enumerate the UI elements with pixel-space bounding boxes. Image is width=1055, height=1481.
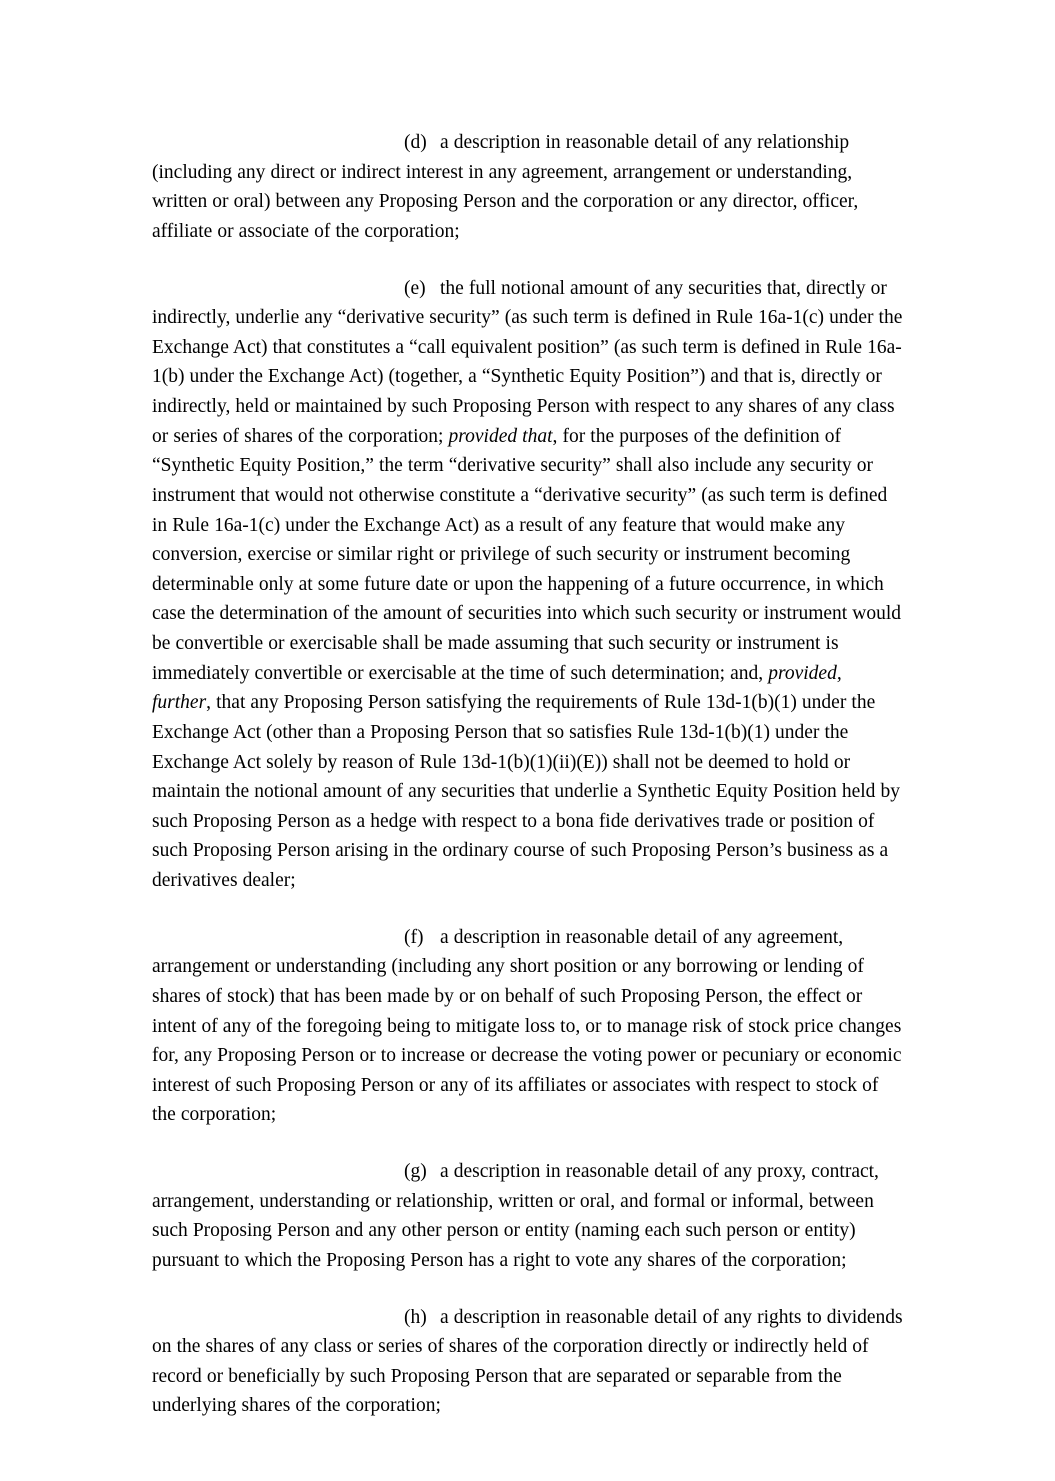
clause-text: a description in reasonable detail of any relationship (including any direct or indirect interest in any agreement, arrangement or understanding, written or oral) between any Proposing Person and the corporation or any director, officer, affiliate or associate of the corporation; xyxy=(152,132,859,242)
clause-text: a description in reasonable detail of any agreement, arrangement or understanding (including any short position or any borrowing or lending of shares of stock) that has been made by or on behalf of such Proposing Person, the effect or intent of any of the foregoing being to mitigate loss to, or to manage risk of stock price changes for, any Proposing Person or to increase or decrease the voting power or pecuniary or economic interest of such Proposing Person or any of its affiliates or associates with respect to stock of the corporation; xyxy=(152,926,902,1126)
clause-text: , for the purposes of the definition of “Synthetic Equity Position,” the term “derivative security” shall also include any security or instrument that would not otherwise constitute a “derivative security” (as such term is defined in Rule 16a-1(c) under the Exchange Act) as a result of any feature that would make any conversion, exercise or similar right or privilege of such security or instrument becoming determinable only at some future date or upon the happening of a future occurrence, in which case the determination of the amount of securities into which such security or instrument would be convertible or exercisable shall be made assuming that such security or instrument is immediately convertible or exercisable at the time of such determination; and, xyxy=(152,425,902,684)
paragraph-clause-g xyxy=(152,1157,905,1276)
paragraph-clause-h xyxy=(152,1303,905,1422)
clause-text-emphasis: provided that xyxy=(448,425,553,447)
clause-text: a description in reasonable detail of any rights to dividends on the shares of any class or series of shares of the corporation directly or indirectly held of record or beneficially by such Proposing Person that are separated or separable from the underlying shares of the corporation; xyxy=(152,1306,903,1417)
clause-text: , that any Proposing Person satisfying the requirements of Rule 13d-1(b)(1) under the Exchange Act (other than a Proposing Person that so satisfies Rule 13d-1(b)(1) under the Exchange Act solely by reason of Rule 13d-1(b)(1)(ii)(E)) shall not be deemed to hold or maintain the notional amount of any securities that underlie a Synthetic Equity Position held by such Proposing Person as a hedge with respect to a bona fide derivatives trade or position of such Proposing Person arising in the ordinary course of such Proposing Person’s business as a derivatives dealer; xyxy=(152,692,900,891)
paragraph-clause-d xyxy=(152,128,905,247)
clause-marker: (h) xyxy=(404,1306,427,1328)
clause-marker: (g) xyxy=(404,1161,427,1182)
clause-marker: (f) xyxy=(404,926,424,948)
clause-marker: (d) xyxy=(404,132,427,153)
clause-text: the full notional amount of any securities that, directly or indirectly, underlie any “derivative security” (as such term is defined in Rule 16a-1(c) under the Exchange Act) that constitutes a “call equivalent position” (as such term is defined in Rule 16a-1(b) under the Exchange Act) (together, a “Synthetic Equity Position”) and that is, directly or indirectly, held or maintained by such Proposing Person with respect to any shares of any class or series of shares of the corporation; xyxy=(152,277,903,447)
document-body xyxy=(152,128,905,1421)
clause-text: a description in reasonable detail of any proxy, contract, arrangement, understanding or relationship, written or oral, and formal or informal, between such Proposing Person and any other person or entity (naming each such person or entity) pursuant to which the Proposing Person has a right to vote any shares of the corporation; xyxy=(152,1161,879,1271)
paragraph-clause-e xyxy=(152,274,905,896)
paragraph-clause-f xyxy=(152,923,905,1130)
clause-marker: (e) xyxy=(404,277,426,299)
clause-text-emphasis: provided, further xyxy=(152,662,842,714)
